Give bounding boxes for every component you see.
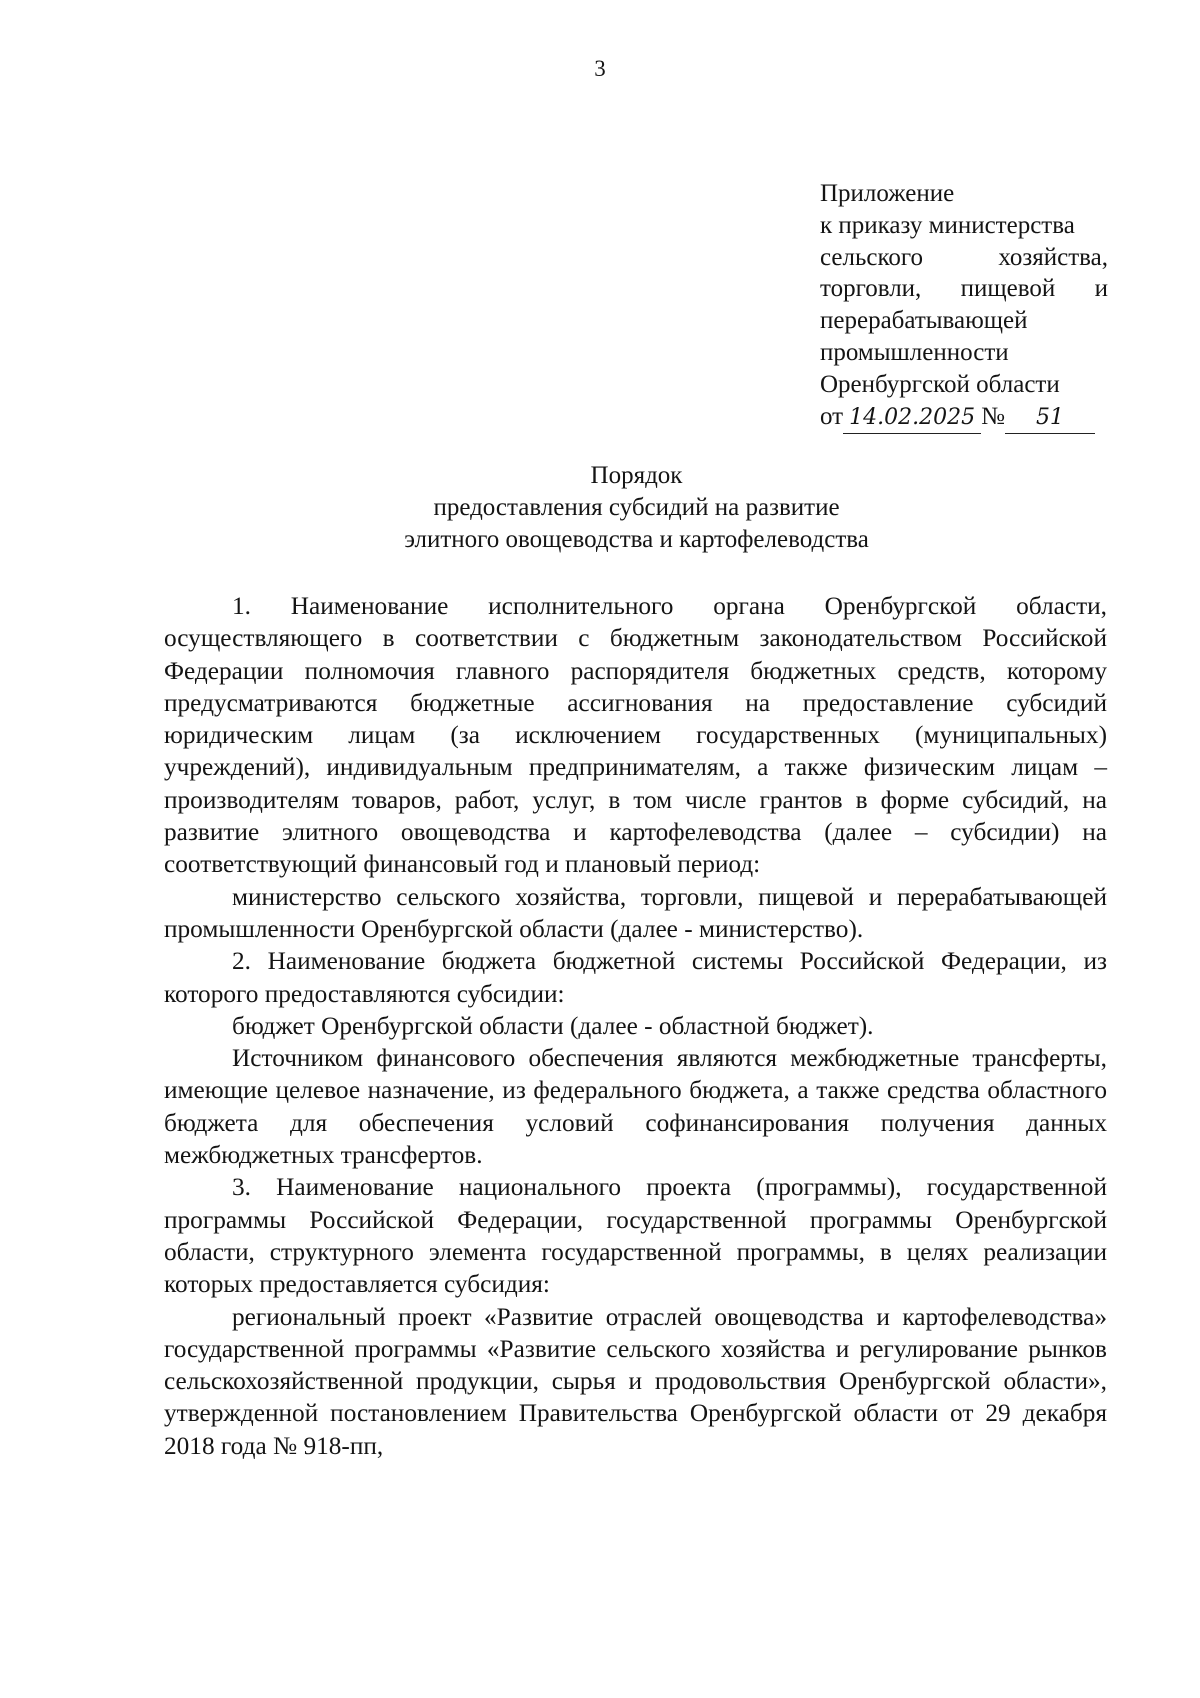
title-line: элитного овощеводства и картофелеводства xyxy=(404,526,869,553)
appendix-line: перерабатывающей xyxy=(820,307,1028,335)
paragraph-1: 1. Наименование исполнительного органа Оренбургской области, осуществляющего в соответствии с бюджетным законодательством Российской Федерации полномочия главного распорядителя бюджетных средств, которому предусматриваются бюджетные ассигнования на предоставление субсидий юридическим лицам (за исключением государственных (муниципальных) учреждений), индивидуальным предпринимателям, а также физическим лицам – производителям товаров, работ, услуг, в том числе грантов в форме субсидий, на развитие элитного овощеводства и картофелеводства (далее – субсидии) на соответствующий финансовый год и плановый период: xyxy=(164,592,1107,879)
handwritten-number: 51 xyxy=(1005,402,1095,435)
paragraph-budget: бюджет Оренбургской области (далее - областной бюджет). xyxy=(232,1011,874,1040)
paragraph-funding-source: Источником финансового обеспечения являются межбюджетные трансферты, имеющие целевое назначение, из федерального бюджета, а также средства областного бюджета для обеспечения условий софинансирования получения данных межбюджетных трансфертов. xyxy=(164,1044,1107,1170)
order-date-number-line xyxy=(820,401,1108,435)
handwritten-date: 14.02.2025 xyxy=(843,402,981,435)
appendix-line: Оренбургской области xyxy=(820,370,1060,398)
appendix-title: Приложение xyxy=(820,180,955,207)
appendix-line: к приказу министерства xyxy=(820,211,1075,239)
page-number: 3 xyxy=(594,56,606,81)
title-line: предоставления субсидий на развитие xyxy=(433,494,840,521)
appendix-line: торговли, пищевой и xyxy=(820,275,1108,303)
appendix-line: сельского хозяйства, xyxy=(820,243,1108,271)
paragraph-ministry: министерство сельского хозяйства, торговли, пищевой и перерабатывающей промышленности Оренбургской области (далее - министерство). xyxy=(164,882,1107,943)
document-body xyxy=(164,590,1107,1462)
document-title xyxy=(0,460,1200,556)
appendix-line: промышленности xyxy=(820,338,1009,366)
paragraph-2: 2. Наименование бюджета бюджетной системы Российской Федерации, из которого предоставляются субсидии: xyxy=(164,947,1107,1008)
appendix-header xyxy=(820,178,1108,434)
paragraph-3: 3. Наименование национального проекта (программы), государственной программы Российской Федерации, государственной программы Оренбургской области, структурного элемента государственной программы, в целях реализации которых предоставляется субсидия: xyxy=(164,1173,1107,1299)
number-prefix: № xyxy=(981,402,1005,430)
date-prefix: от xyxy=(820,402,844,430)
title-line: Порядок xyxy=(590,462,683,489)
paragraph-regional-project: региональный проект «Развитие отраслей овощеводства и картофелеводства» государственной программы «Развитие сельского хозяйства и регулирование рынков сельскохозяйственной продукции, сырья и продовольствия Оренбургской области», утвержденной постановлением Правительства Оренбургской области от 29 декабря 2018 года № 918-пп, xyxy=(164,1302,1107,1460)
